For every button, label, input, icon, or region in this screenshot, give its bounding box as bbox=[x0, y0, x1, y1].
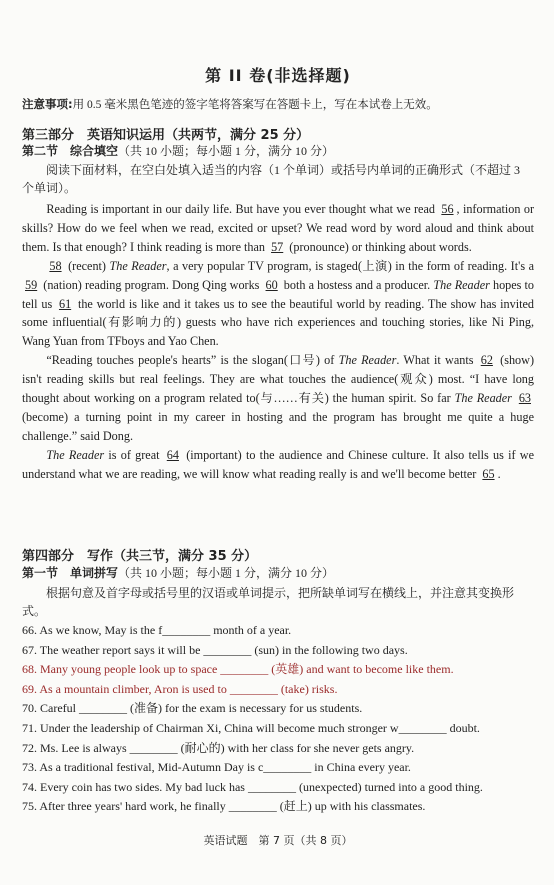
part3-instruction: 阅读下面材料，在空白处填入适当的内容（1 个单词）或括号内单词的正确形式（不超过 3 个单词）。 bbox=[22, 163, 521, 195]
part3-heading: 第三部分 英语知识运用（共两节，满分 25 分） bbox=[22, 128, 310, 143]
list-item: 74. Every coin has two sides. My bad luck has ________ (unexpected) turned into a good thing. bbox=[22, 779, 483, 794]
blank-65: 65 bbox=[482, 466, 495, 481]
list-item: 75. After three years' hard work, he finally ________ (赶上) up with his classmates. bbox=[22, 799, 426, 814]
blank-62: 62 bbox=[480, 353, 493, 368]
list-item: 69. As a mountain climber, Aron is used to ________ (take) risks. bbox=[22, 681, 338, 696]
list-item: 73. As a traditional festival, Mid-Autumn Day is c________ in China every year. bbox=[22, 760, 411, 775]
passage-paragraph-1: Reading is important in our daily life. But have you ever thought what we read 56 , information or skills? How do we feel when we read, excited or upset? We read word by word aloud and think about them. Is that enough? I think reading is more than 57 (pronounce) or thinking about words. bbox=[22, 202, 534, 254]
list-item: 67. The weather report says it will be ________ (sun) in the following two days. bbox=[22, 642, 408, 657]
page-footer: 英语试题 第 7 页（共 8 页） bbox=[203, 834, 353, 847]
blank-60: 60 bbox=[265, 277, 278, 292]
notice-text: 用 0.5 毫米黑色笔迹的签字笔将答案写在答题卡上，写在本试卷上无效。 bbox=[72, 99, 438, 111]
passage-paragraph-3: “Reading touches people's hearts” is the slogan(口号) of The Reader. What it wants 62 (show) isn't reading skills but real feelings. They are what touches the audience(观众) most. “I have long thought about working on a program related to(与……有关) the human spirit. So far The Reader 63 (become) a turning point in my career in hosting and the program has brought me quite a huge challenge.” said Dong. bbox=[22, 353, 534, 443]
page-title: 第 II 卷(非选择题) bbox=[205, 66, 351, 85]
part4-instruction: 根据句意及首字母或括号里的汉语或单词提示，把所缺单词写在横线上，并注意其变换形式。 bbox=[22, 586, 515, 618]
notice bbox=[22, 96, 534, 113]
list-item: 72. Ms. Lee is always ________ (耐心的) with her class for she never gets angry. bbox=[22, 740, 415, 755]
part4-section-label: 第一节 单词拼写 bbox=[22, 566, 119, 580]
notice-label: 注意事项: bbox=[22, 97, 73, 111]
blank-56: 56 bbox=[441, 202, 454, 216]
part4-section-detail: （共 10 小题；每小题 1 分，满分 10 分） bbox=[118, 566, 335, 580]
part3-section-detail: （共 10 小题；每小题 1 分，满分 10 分） bbox=[118, 144, 335, 158]
part4-section-heading bbox=[22, 565, 534, 581]
list-item: 71. Under the leadership of Chairman Xi, China will become much stronger w________ doubt. bbox=[22, 720, 480, 735]
list-item: 66. As we know, May is the f________ month of a year. bbox=[22, 623, 292, 637]
part3-section-label: 第二节 综合填空 bbox=[22, 144, 119, 158]
list-item: 68. Many young people look up to space ________ (英雄) and want to become like them. bbox=[22, 662, 454, 677]
blank-64: 64 bbox=[166, 447, 179, 462]
blank-61: 61 bbox=[58, 296, 72, 311]
blank-57: 57 bbox=[271, 239, 284, 254]
blank-63: 63 bbox=[518, 391, 531, 406]
list-item: 70. Careful ________ (准备) for the exam is necessary for us students. bbox=[22, 701, 363, 716]
blank-58: 58 bbox=[49, 258, 62, 273]
part3-section-heading bbox=[22, 143, 534, 159]
passage-paragraph-4: The Reader is of great 64 (important) to the audience and Chinese culture. It also tells us if we understand what we are reading, we will know what reading really is and we'll become better 65 . bbox=[22, 447, 534, 481]
part4-heading: 第四部分 写作（共三节，满分 35 分） bbox=[22, 549, 258, 564]
spelling-items bbox=[22, 621, 534, 817]
reading-passage bbox=[22, 200, 534, 484]
passage-paragraph-2: 58 (recent) The Reader, a very popular TV program, is staged(上演) in the form of reading. It's a 59 (nation) reading program. Dong Qing works 60 both a hostess and a producer. The Reader hopes to tell us 61 the world is like and it takes us to see the beautiful world by reading. The show has invited some influential(有影响力的) guests who have rich experiences and touching stories, like Ni Ping, Wang Yuan from TFboys and Yao Chen. bbox=[22, 258, 534, 349]
blank-59: 59 bbox=[25, 277, 38, 292]
